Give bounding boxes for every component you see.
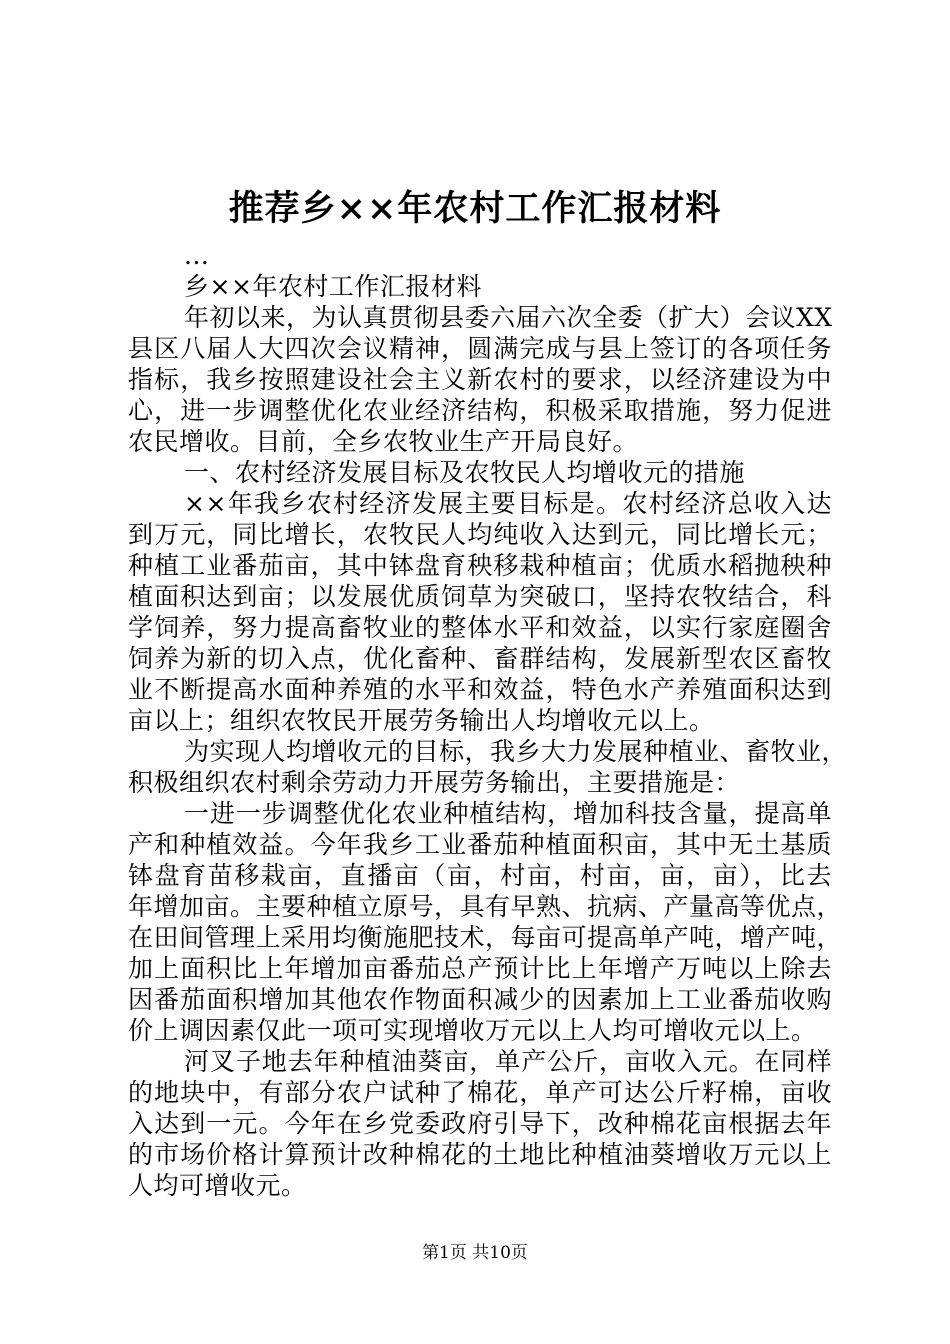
text-line: 的市场价格计算预计改种棉花的土地比种植油葵增收万元以上 [128, 1140, 832, 1169]
text-line: 钵盘育苗移栽亩，直播亩（亩，村亩，村亩，亩，亩），比去 [128, 861, 832, 890]
page-footer: 第1页 共10页 [422, 1243, 528, 1263]
text-line: 乡××年农村工作汇报材料 [184, 272, 482, 301]
document-body [128, 240, 848, 1201]
text-line: 人均可增收元。 [128, 1171, 307, 1200]
text-line: 饲养为新的切入点，优化畜种、畜群结构，发展新型农区畜牧 [128, 644, 832, 673]
text-line: 心，进一步调整优化农业经济结构，积极采取措施，努力促进 [128, 396, 832, 425]
text-line: 因番茄面积增加其他农作物面积减少的因素加上工业番茄收购 [128, 985, 832, 1014]
text-line: 价上调因素仅此一项可实现增收万元以上人均可增收元以上。 [128, 1016, 817, 1045]
text-line: 河叉子地去年种植油葵亩，单产公斤，亩收入元。在同样 [184, 1047, 832, 1076]
text-line: 业不断提高水面种养殖的水平和效益，特色水产养殖面积达到 [128, 675, 832, 704]
text-line: 种植工业番茄亩，其中钵盘育秧移栽种植亩；优质水稻抛秧种 [128, 551, 832, 580]
text-line: 到万元，同比增长，农牧民人均纯收入达到元，同比增长元； [128, 520, 832, 549]
text-line: 亩以上；组织农牧民开展劳务输出人均增收元以上。 [128, 706, 715, 735]
text-line: ... [184, 241, 210, 270]
text-line: 植面积达到亩；以发展优质饲草为突破口，坚持农牧结合，科 [128, 582, 832, 611]
text-line: 的地块中，有部分农户试种了棉花，单产可达公斤籽棉，亩收 [128, 1078, 832, 1107]
text-line: 在田间管理上采用均衡施肥技术，每亩可提高单产吨，增产吨， [128, 923, 843, 952]
text-line: 入达到一元。今年在乡党委政府引导下，改种棉花亩根据去年 [128, 1109, 832, 1138]
text-line: 一进一步调整优化农业种植结构，增加科技含量，提高单 [184, 799, 832, 828]
text-line: 产和种植效益。今年我乡工业番茄种植面积亩，其中无土基质 [128, 830, 832, 859]
text-line: 县区八届人大四次会议精神，圆满完成与县上签订的各项任务 [128, 334, 832, 363]
text-line: 年初以来，为认真贯彻县委六届六次全委（扩大）会议XX [184, 303, 833, 332]
text-line: 为实现人均增收元的目标，我乡大力发展种植业、畜牧业， [184, 737, 848, 766]
text-line: 学饲养，努力提高畜牧业的整体水平和效益，以实行家庭圈舍 [128, 613, 832, 642]
text-line: ××年我乡农村经济发展主要目标是。农村经济总收入达 [184, 489, 832, 518]
text-line: 加上面积比上年增加亩番茄总产预计比上年增产万吨以上除去 [128, 954, 832, 983]
text-line: 年增加亩。主要种植立原号，具有早熟、抗病、产量高等优点， [128, 892, 843, 921]
text-line: 积极组织农村剩余劳动力开展劳务输出，主要措施是： [128, 768, 741, 797]
text-line: 农民增收。目前，全乡农牧业生产开局良好。 [128, 427, 639, 456]
document-title: 推荐乡××年农村工作汇报材料 [228, 188, 722, 229]
text-line: 一、农村经济发展目标及农牧民人均增收元的措施 [184, 458, 746, 487]
text-line: 指标，我乡按照建设社会主义新农村的要求，以经济建设为中 [128, 365, 832, 394]
